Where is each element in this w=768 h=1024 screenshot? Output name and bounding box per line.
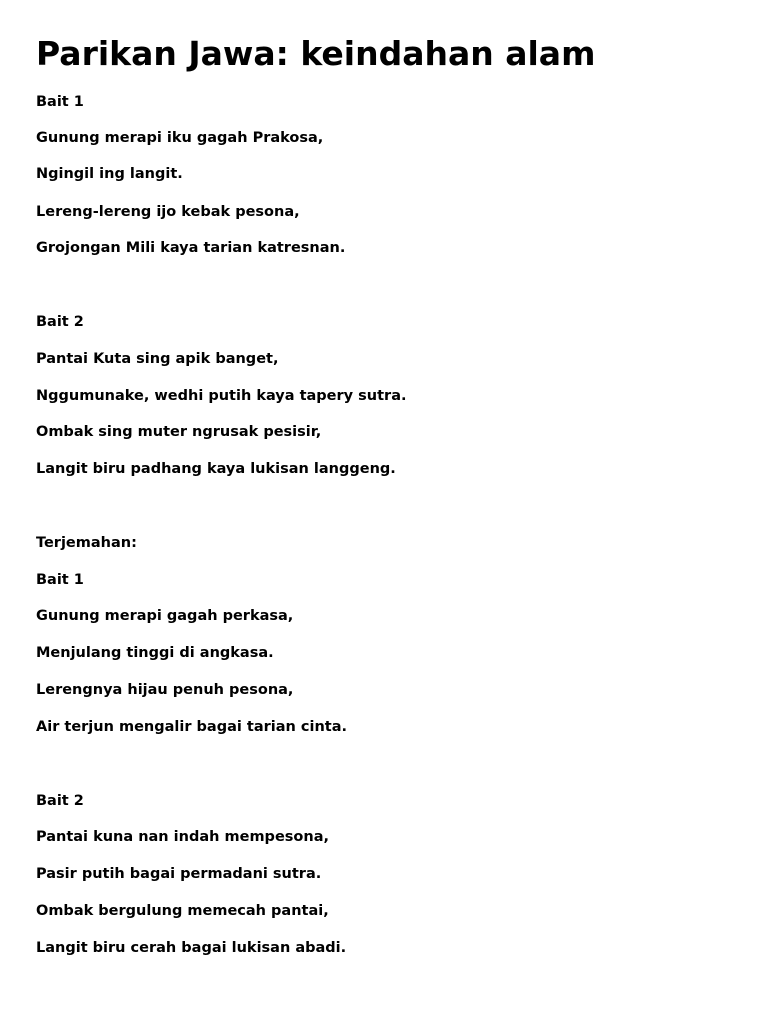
stanza-1-heading: Bait 1 [36,94,84,110]
stanza-1-line-3: Lereng-lereng ijo kebak pesona, [36,204,300,220]
translation-stanza-1-line-1: Gunung merapi gagah perkasa, [36,608,294,624]
stanza-2-line-2: Nggumunake, wedhi putih kaya tapery sutra. [36,388,407,404]
translation-stanza-1-line-2: Menjulang tinggi di angkasa. [36,645,274,661]
translation-stanza-2-line-1: Pantai kuna nan indah mempesona, [36,829,329,845]
translation-stanza-2-line-4: Langit biru cerah bagai lukisan abadi. [36,940,347,956]
page-title: Parikan Jawa: keindahan alam [36,34,596,73]
translation-stanza-1-line-4: Air terjun mengalir bagai tarian cinta. [36,719,347,735]
stanza-1-line-1: Gunung merapi iku gagah Prakosa, [36,130,324,146]
translation-label: Terjemahan: [36,535,137,551]
translation-stanza-2-heading: Bait 2 [36,793,84,809]
stanza-2-heading: Bait 2 [36,314,84,330]
stanza-1-line-2: Ngingil ing langit. [36,166,183,182]
stanza-2-line-3: Ombak sing muter ngrusak pesisir, [36,424,322,440]
translation-stanza-1-heading: Bait 1 [36,572,84,588]
stanza-1-line-4: Grojongan Mili kaya tarian katresnan. [36,240,346,256]
translation-stanza-2-line-2: Pasir putih bagai permadani sutra. [36,866,322,882]
stanza-2-line-1: Pantai Kuta sing apik banget, [36,351,279,367]
stanza-2-line-4: Langit biru padhang kaya lukisan langgeng. [36,461,396,477]
translation-stanza-2-line-3: Ombak bergulung memecah pantai, [36,903,329,919]
translation-stanza-1-line-3: Lerengnya hijau penuh pesona, [36,682,294,698]
